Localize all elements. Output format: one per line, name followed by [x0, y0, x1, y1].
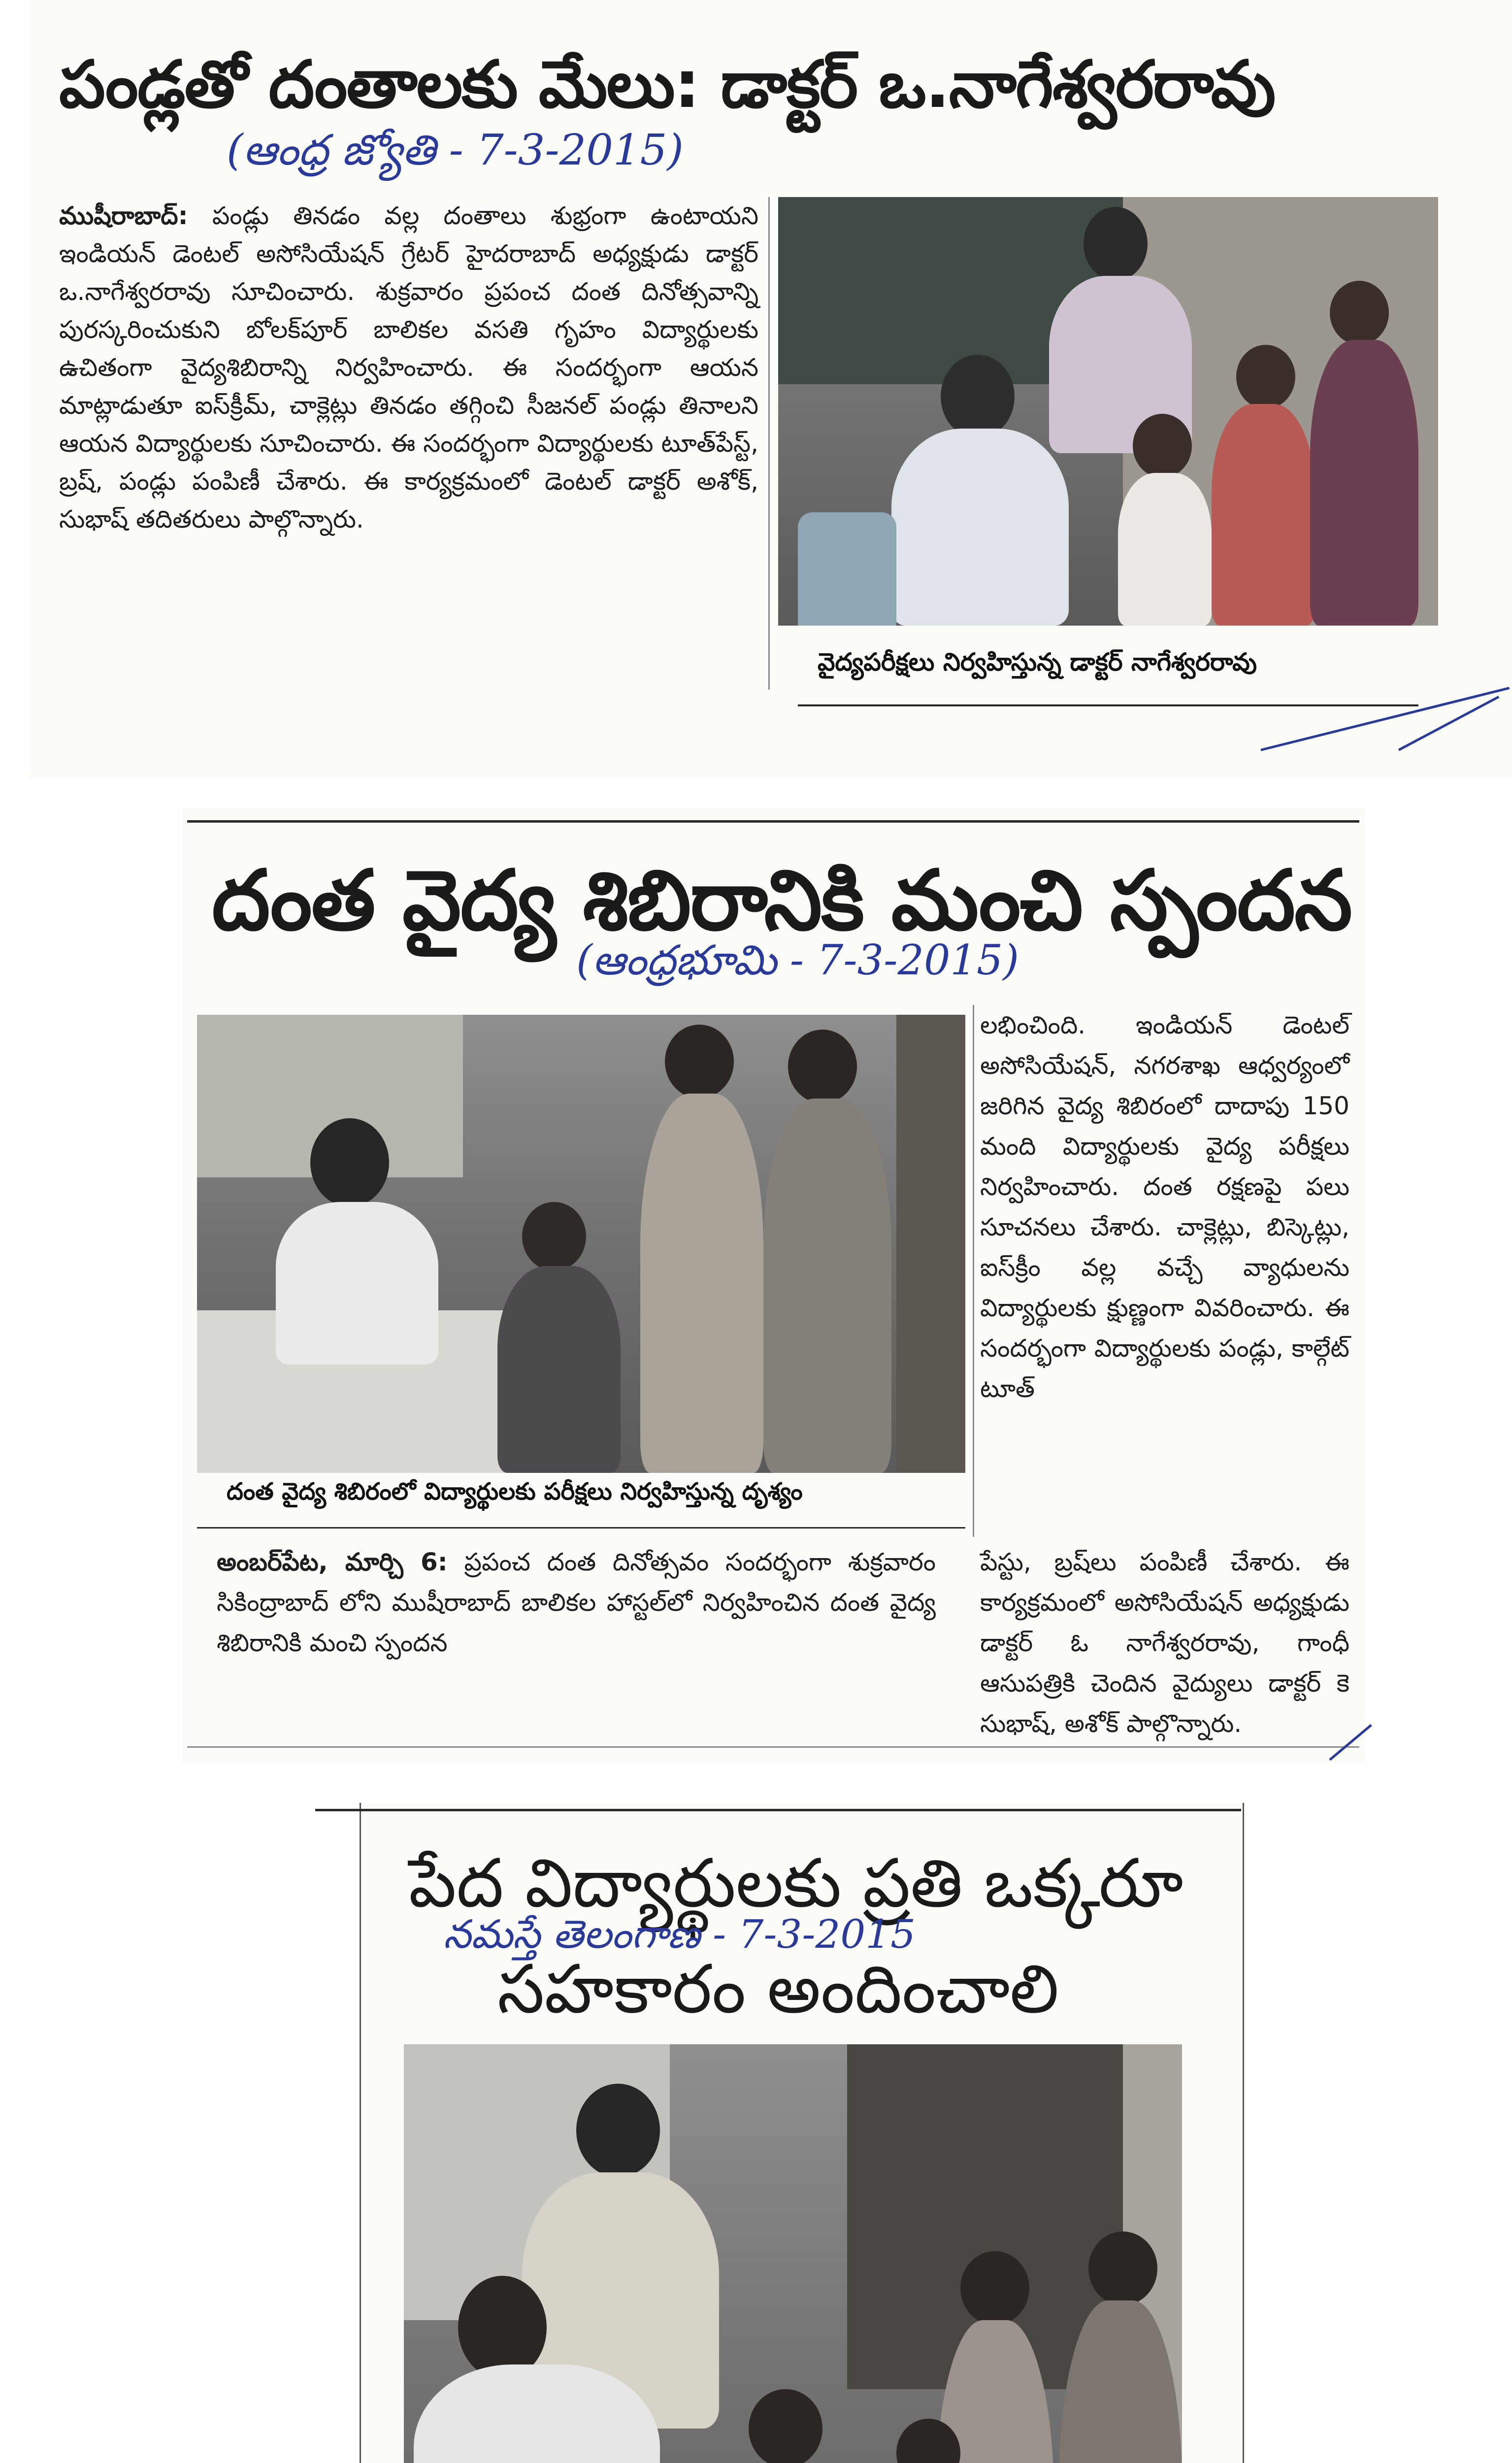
clip2-photo: [197, 1015, 965, 1473]
photo-standing-girl1-head: [665, 1025, 734, 1098]
clip2-mid-rule: [197, 1527, 965, 1529]
clip1-body-text: పండ్లు తినడం వల్ల దంతాలు శుభ్రంగా ఉంటాయని ఇండియన్ డెంటల్ అసోసియేషన్ గ్రేటర్ హైదరాబాద్ అధ్యక్షుడు డాక్టర్ ఒ.నాగేశ్వరరావు సూచించారు. శుక్రవారం ప్రపంచ దంత దినోత్సవాన్ని పురస్కరించుకుని బోలక్‌పూర్ బాలికల వసతి గృహం విద్యార్థులకు ఉచితంగా వైద్యశిబిరాన్ని నిర్వహించారు. ఈ సందర్భంగా ఆయన మాట్లాడుతూ ఐస్‌క్రీమ్, చాక్లెట్లు తినడం తగ్గించి సీజనల్ పండ్లు తినాలని ఆయన విద్యార్థులకు సూచించారు. ఈ సందర్భంగా విద్యార్థులకు టూత్‌పేస్ట్, బ్రష్, పండ్లు పంపిణీ చేశారు. ఈ కార్యక్రమంలో డెంటల్ డాక్టర్ అశోక్, సుభాష్ తదితరులు పాల్గొన్నారు.: [59, 201, 758, 533]
clip3-top-rule: [315, 1809, 1241, 1811]
clip2-dateline: అంబర్‌పేట, మార్చి 6:: [217, 1548, 448, 1576]
clip1-photo: [778, 197, 1438, 626]
photo-girl2-body: [1310, 340, 1418, 626]
clip2-photo-caption: దంత వైద్య శిబిరంలో విద్యార్థులకు పరీక్షలు నిర్వహిస్తున్న దృశ్యం: [227, 1478, 803, 1505]
clip1-photo-caption: వైద్యపరీక్షలు నిర్వహిస్తున్న డాక్టర్ నాగేశ్వరరావు: [818, 648, 1257, 676]
clip1-dateline: ముషీరాబాద్:: [59, 201, 188, 230]
photo-seated-girl-head: [522, 1202, 586, 1271]
photo-doctor-head: [310, 1118, 389, 1207]
photo-doctor-head: [941, 355, 1015, 438]
photo-standing-girl2-head: [788, 1030, 857, 1103]
photo-girl2-head: [1330, 281, 1389, 345]
clip2-bottom-left-text: ప్రపంచ దంత దినోత్సవం సందర్భంగా శుక్రవారం సికింద్రాబాద్ లోని ముషీరాబాద్ బాలికల హాస్టల్‌లో నిర్వహించిన దంత వైద్య శిబిరానికి మంచి స్పందన: [217, 1548, 936, 1657]
photo-girl1-body: [1212, 404, 1315, 626]
photo-doctor-body: [276, 1202, 438, 1365]
photo-doctor-body: [891, 429, 1069, 626]
clip2-bottom-right: పేస్టు, బ్రష్‌లు పంపిణీ చేశారు. ఈ కార్యక్రమంలో అసోసియేషన్ అధ్యక్షుడు డాక్టర్ ఓ నాగేశ్వరరావు, గాంధీ ఆసుపత్రికి చెందిన వైద్యులు డాక్టర్ కె సుభాష్, అశోక్ పాల్గొన్నారు.: [980, 1548, 1349, 1738]
photo-doctor-head: [458, 2276, 547, 2379]
photo-child-body: [1118, 473, 1212, 626]
clip1-headline: పండ్లతో దంతాలకు మేలు: డాక్టర్ ఒ.నాగేశ్వరరావు: [59, 47, 1275, 123]
photo-standing-man-head: [1084, 207, 1148, 281]
clip2-headline: దంత వైద్య శిబిరానికి మంచి స్పందన: [212, 852, 1352, 949]
clip2-bottom-left: [217, 1542, 936, 1663]
photo-chair: [798, 512, 896, 626]
clip2-top-rule: [187, 820, 1359, 823]
clip1-column-divider: [768, 197, 770, 690]
clip2-right-column: లభించింది. ఇండియన్ డెంటల్ అసోసియేషన్, నగరశాఖ ఆధ్వర్యంలో జరిగిన వైద్య శిబిరంలో దాదాపు 150 మంది విద్యార్థులకు వైద్య పరీక్షలు నిర్వహించారు. దంత రక్షణపై పలు సూచనలు చేశారు. చాక్లెట్లు, బిస్కెట్లు, ఐస్‌క్రీం వల్ల వచ్చే వ్యాధులను విద్యార్థులకు క్షుణ్ణంగా వివరించారు. ఈ సందర్భంగా విద్యార్థులకు పండ్లు, కాల్గేట్ టూత్: [980, 1011, 1349, 1403]
clip2-column-divider: [973, 1005, 974, 1537]
photo-patient-girl-head: [749, 2389, 822, 2463]
photo-child-head: [1133, 414, 1192, 478]
clip1-article-body: [59, 197, 758, 538]
clip2-handwritten-source: (ఆంధ్రభూమి - 7-3-2015): [576, 936, 1019, 984]
clip3-headline-line1: పేద విద్యార్థులకు ప్రతి ఒక్కరూ: [409, 1845, 1183, 1923]
photo-standing-man-head: [576, 2084, 660, 2177]
photo-standing-girl2-body: [763, 1098, 891, 1473]
clip2-bottom-rule: [187, 1746, 1359, 1748]
clip1-bottom-rule: [798, 704, 1418, 706]
photo-girl1-head: [1236, 345, 1295, 409]
photo-girl-b-head: [1088, 2231, 1157, 2305]
clip3-handwritten-source: నమస్తే తెలంగాణ - 7-3-2015: [443, 1911, 916, 1957]
clip1-handwritten-source: (ఆంధ్ర జ్యోతి - 7-3-2015): [227, 126, 684, 175]
photo-standing-girl1-body: [640, 1094, 763, 1473]
photo-girl-a-head: [960, 2251, 1029, 2325]
clip3-photo: [404, 2044, 1182, 2463]
photo-seated-girl-body: [497, 1266, 621, 1473]
photo-curtain: [896, 1015, 965, 1473]
clip3-headline-line2: సహకారం అందించాలి: [497, 1951, 1059, 2029]
